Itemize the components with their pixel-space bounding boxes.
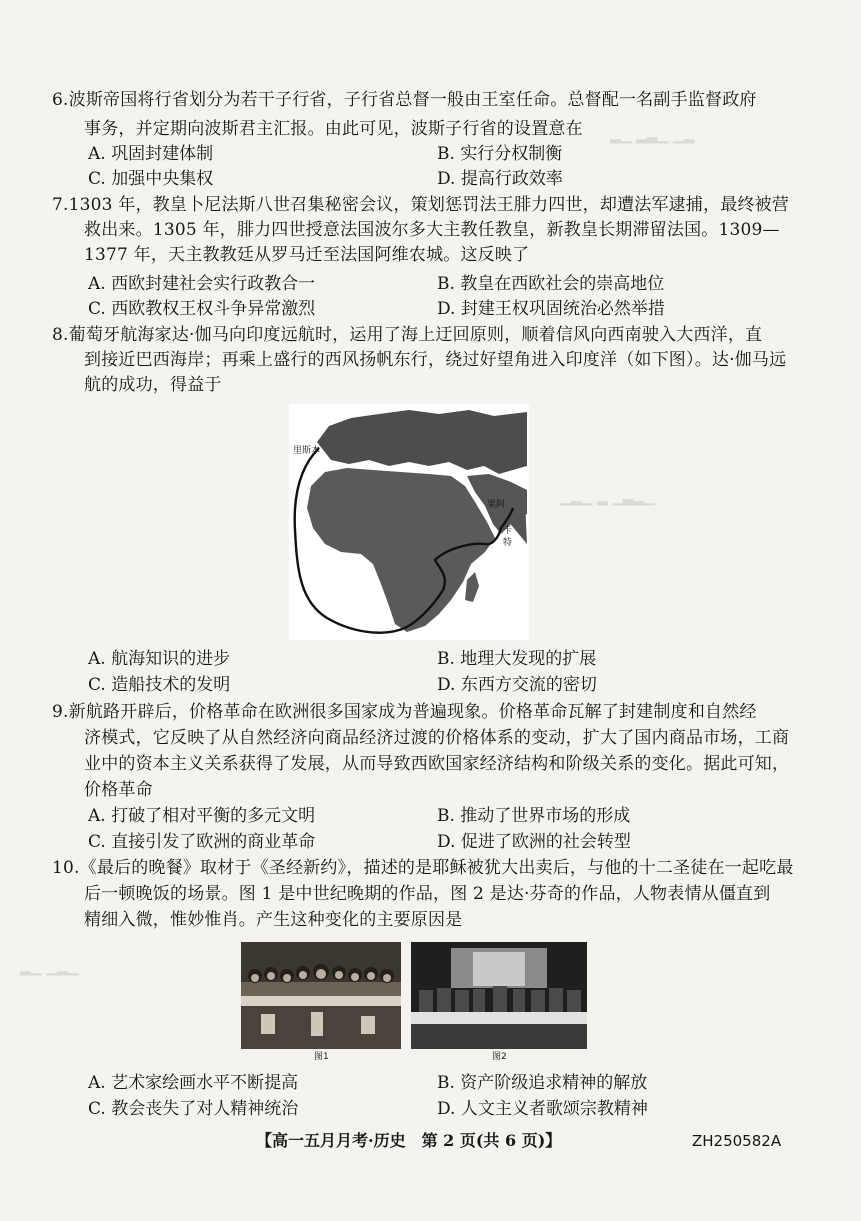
paper-code: ZH250582A	[692, 1132, 782, 1150]
question-9-line-2: 济模式，它反映了从自然经济向商品经济过渡的价格体系的变动，扩大了国内商品市场，工商	[84, 728, 790, 748]
question-10-line-1: 10.《最后的晚餐》取材于《圣经新约》，描述的是耶稣被犹大出卖后，与他的十二圣徒在一起吃最	[52, 858, 794, 878]
page-footer: 【高一五月月考·历史 第 2 页(共 6 页)】	[256, 1131, 562, 1150]
bleed-through-mark: ▂▁ ▂▃▁ ▁▂	[610, 128, 695, 144]
map-label-goa: 果阿	[487, 500, 506, 510]
question-10-option-c[interactable]: C. 教会丧失了对人精神统治	[88, 1099, 299, 1119]
question-7-line-1: 7.1303 年，教皇卜尼法斯八世召集秘密会议，策划惩罚法王腓力四世，却遭法军逮捕，最终被营	[52, 195, 790, 215]
question-6-option-d[interactable]: D. 提高行政效率	[437, 169, 563, 189]
question-9-option-c[interactable]: C. 直接引发了欧洲的商业革命	[88, 832, 316, 852]
question-10-option-a[interactable]: A. 艺术家绘画水平不断提高	[88, 1073, 299, 1093]
figure-2-painting	[411, 942, 587, 1049]
question-6-option-a[interactable]: A. 巩固封建体制	[88, 144, 214, 164]
question-7-line-3: 1377 年，天主教教廷从罗马迁至法国阿维农城。这反映了	[84, 245, 530, 265]
question-9-line-1: 9.新航路开辟后，价格革命在欧洲很多国家成为普遍现象。价格革命瓦解了封建制度和自然经	[52, 702, 757, 722]
question-7-option-d[interactable]: D. 封建王权巩固统治必然举措	[437, 299, 665, 319]
map-label-lisbon: 里斯本	[293, 446, 321, 456]
question-8-option-d[interactable]: D. 东西方交流的密切	[437, 675, 597, 695]
map-label-calicut-bottom: 特	[503, 538, 513, 548]
question-9-option-b[interactable]: B. 推动了世界市场的形成	[437, 806, 631, 826]
figure-1-caption: 图1	[314, 1052, 329, 1062]
question-10-option-b[interactable]: B. 资产阶级追求精神的解放	[437, 1073, 648, 1093]
question-7-line-2: 救出来。1305 年，腓力四世授意法国波尔多大主教任教皇，新教皇长期滞留法国。1309—	[84, 220, 780, 240]
question-7-option-b[interactable]: B. 教皇在西欧社会的崇高地位	[437, 274, 665, 294]
figure-2-image	[411, 942, 587, 1049]
question-9-option-a[interactable]: A. 打破了相对平衡的多元文明	[88, 806, 316, 826]
question-6-line-2: 事务，并定期向波斯君主汇报。由此可见，波斯子行省的设置意在	[84, 119, 583, 139]
figure-1-image	[241, 942, 401, 1049]
question-8-option-c[interactable]: C. 造船技术的发明	[88, 675, 231, 695]
question-6-line-1: 6.波斯帝国将行省划分为若干子行省，子行省总督一般由王室任命。总督配一名副手监督政府	[52, 90, 757, 110]
europe-landmass	[317, 410, 527, 474]
question-7-option-a[interactable]: A. 西欧封建社会实行政教合一	[88, 274, 316, 294]
question-8-option-b[interactable]: B. 地理大发现的扩展	[437, 649, 597, 669]
question-10-option-d[interactable]: D. 人文主义者歌颂宗教精神	[437, 1099, 648, 1119]
figure-2-caption: 图2	[492, 1052, 507, 1062]
question-6-option-b[interactable]: B. 实行分权制衡	[437, 144, 563, 164]
question-9-line-4: 价格革命	[84, 780, 153, 800]
question-10-line-3: 精细入微，惟妙惟肖。产生这种变化的主要原因是	[84, 910, 463, 930]
question-9-line-3: 业中的资本主义关系获得了发展，从而导致西欧国家经济结构和阶级关系的变化。据此可知，	[84, 754, 790, 774]
voyage-map	[289, 404, 529, 640]
bleed-through-mark: ▁▂▁ ▂ ▁▃▂▁	[560, 490, 656, 506]
question-8-option-a[interactable]: A. 航海知识的进步	[88, 649, 231, 669]
bleed-through-mark: ▂▁ ▁▂▁	[20, 960, 79, 976]
question-10-line-2: 后一顿晚饭的场景。图 1 是中世纪晚期的作品，图 2 是达·芬奇的作品，人物表情从僵直到	[84, 884, 771, 904]
question-8-line-2: 到接近巴西海岸；再乘上盛行的西风扬帆东行，绕过好望角进入印度洋（如下图）。达·伽马远	[84, 350, 787, 370]
question-9-option-d[interactable]: D. 促进了欧洲的社会转型	[437, 832, 631, 852]
question-6-option-c[interactable]: C. 加强中央集权	[88, 169, 214, 189]
madagascar-landmass	[465, 572, 479, 602]
map-label-calicut-top: 卡	[503, 526, 513, 536]
question-8-line-1: 8.葡萄牙航海家达·伽马向印度远航时，运用了海上迂回原则，顺着信风向西南驶入大西洋，直	[52, 325, 763, 345]
question-8-line-3: 航的成功，得益于	[84, 375, 222, 395]
figure-1-painting	[241, 942, 401, 1049]
voyage-map-graphic	[289, 404, 529, 640]
africa-landmass	[307, 468, 495, 632]
question-7-option-c[interactable]: C. 西欧教权王权斗争异常激烈	[88, 299, 316, 319]
